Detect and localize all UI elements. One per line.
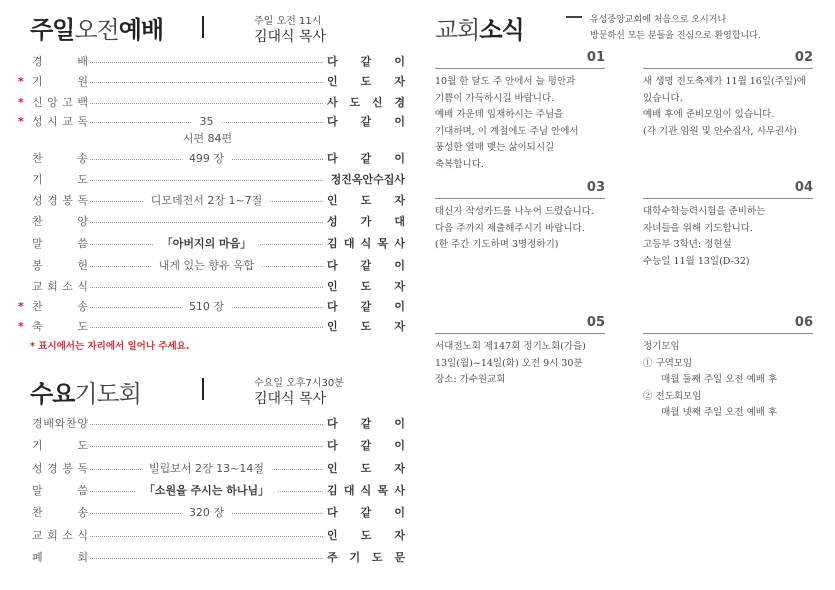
order-row [18,94,405,111]
order-detail-text: 디모데전서 2장 1~7절 [143,194,271,207]
order-row [18,318,405,335]
news-body [643,339,777,422]
order-person-char: 같 [360,152,372,165]
news-line: 서대전노회 제147회 정기노회(가을) [435,341,586,352]
order-row [30,549,405,566]
order-detail [90,504,323,521]
order-label-char: 송 [77,506,88,519]
order-label-char: 기 [32,173,43,186]
dotted-leader [90,62,323,63]
order-person-char: 자 [394,194,405,207]
order-detail [90,150,323,167]
order-label-char: 독 [77,115,88,128]
order-person-char: 이 [394,439,405,452]
order-label [32,549,88,566]
order-person-char: 사 [394,484,405,497]
order-person-char: 이 [394,152,405,165]
order-person: 정진옥안수집사 [330,173,405,186]
news-divider [643,333,813,334]
order-label [32,257,88,274]
sunday-time: 주일 오전 11시 [254,16,322,27]
order-person [327,298,405,315]
wednesday-title [30,374,141,409]
news-line: 새 생명 전도축제가 11월 16일(주일)에 [643,76,806,87]
order-label [32,53,88,70]
order-person-char: 이 [394,259,405,272]
order-person-char: 식 [360,237,372,250]
sunday-title [30,10,163,45]
news-line: 매월 둘째 주일 오전 예배 후 [643,374,778,385]
news-number: 02 [794,50,813,65]
wednesday-title-bold: 수요 [30,380,75,408]
order-row [30,53,405,70]
order-person [327,73,405,90]
news-line: ① 구역모임 [643,357,693,369]
order-detail-text: 499 장 [181,152,232,165]
order-person-char: 다 [327,417,338,430]
order-label-char: 성 [32,462,43,475]
order-person-char: 자 [394,462,405,475]
news-line: 있습니다. [643,92,683,104]
order-detail-text: 「소원을 주시는 하나님」 [136,484,277,497]
news-line: 매월 넷째 주일 오전 예배 후 [643,407,778,418]
order-detail-text: 빌립보서 2장 13~14절 [141,462,272,475]
news-line: 다음 주까지 제출해주시기 바랍니다. [435,222,585,234]
order-person-char: 성 [327,215,338,228]
order-label-char: 성 [32,115,43,128]
order-row [18,298,405,315]
order-row [30,278,405,295]
order-label-char: 도 [77,320,88,333]
order-person-char: 같 [360,506,372,519]
news-divider [435,333,605,334]
news-body [643,204,765,270]
order-label-char: 봉 [62,462,73,475]
order-row [18,73,405,90]
order-person-char: 인 [327,529,338,542]
order-label-char: 찬 [32,300,43,313]
order-row [30,171,405,188]
welcome-dash [566,16,582,18]
order-row [30,504,405,521]
order-person-char: 김 [327,237,338,250]
news-divider [435,68,605,69]
order-person [327,527,405,544]
news-divider [643,68,813,69]
news-divider [643,198,813,199]
standing-note: * 표시에서는 자리에서 일어나 주세요. [30,341,190,352]
order-person-char: 같 [360,439,372,452]
order-label-char: 소 [62,529,73,542]
news-body [643,74,806,140]
order-person-char: 신 [371,96,383,109]
dotted-leader [90,103,323,104]
order-person-char: 경 [394,96,405,109]
sunday-pastor: 김대식 목사 [254,29,327,45]
order-label [32,73,88,90]
order-person-char: 대 [343,237,355,250]
news-body [435,204,594,254]
order-person-char: 문 [394,551,405,564]
order-label-char: 식 [77,529,88,542]
news-line: (한 주간 기도하며 3명정하기) [435,239,559,250]
order-person [327,257,405,274]
order-person [327,235,405,252]
order-person-char: 다 [327,439,338,452]
order-person [327,415,405,432]
order-person [327,437,405,454]
order-label [32,527,88,544]
order-label-char: 도 [77,173,88,186]
order-person [327,318,405,335]
order-detail-text: 510 장 [181,300,232,313]
order-label-char: 말 [32,484,43,497]
order-person-char: 이 [394,55,405,68]
order-label-char: 경 [32,417,43,430]
order-label-char: 경 [32,55,43,68]
order-label-char: 폐 [32,551,43,564]
order-label-char: 시 [47,115,58,128]
order-person-char: 다 [327,115,338,128]
order-label-char: 교 [32,529,43,542]
order-person-char: 기 [349,551,361,564]
news-line: 풍성한 열매 맺는 삶이되시길 [435,142,555,153]
order-person-char: 다 [327,152,338,165]
order-label-char: 도 [77,439,88,452]
order-person-char: 같 [360,115,372,128]
news-number: 05 [586,315,605,330]
order-label-char: 봉 [32,259,43,272]
order-person-char: 도 [360,462,372,475]
order-person-char: 도 [360,280,372,293]
order-label [32,192,88,209]
order-label-char: 배 [77,55,88,68]
news-line: 수능일 11월 13일(D-32) [643,255,750,267]
order-person-char: 사 [327,96,338,109]
order-label-char: 송 [77,300,88,313]
order-person-char: 자 [394,320,405,333]
sunday-title-light: 오전 [74,16,119,44]
order-person-char: 인 [327,75,338,88]
order-person-char: 도 [360,194,372,207]
news-divider [435,198,605,199]
news-line: 고등부 3학년: 정현설 [643,239,732,250]
order-person-char: 도 [360,529,372,542]
news-line: 예배 후에 준비모임이 있습니다. [643,109,775,120]
news-line: 태신자 작성카드를 나누어 드렸습니다. [435,206,594,217]
order-row [30,482,405,499]
sunday-title-bold1: 주일 [30,16,75,44]
order-person-char: 사 [394,237,405,250]
order-label-char: 식 [77,280,88,293]
order-label-char: 양 [77,215,88,228]
news-number: 03 [586,180,605,195]
order-detail-text: 「아버지의 마음」 [154,237,260,250]
standing-marker: * [18,320,24,333]
order-label-char: 씀 [77,484,88,497]
order-detail [90,192,323,209]
order-person [327,113,405,130]
order-detail-text: 내게 있는 향유 옥합 [151,259,263,272]
dotted-leader [90,424,323,425]
wednesday-title-divider [202,378,204,400]
order-person-char: 이 [394,115,405,128]
order-person-char: 주 [327,551,338,564]
order-person-char: 이 [394,417,405,430]
order-label [32,235,88,252]
order-label-char: 소 [62,280,73,293]
wednesday-pastor: 김대식 목사 [254,391,327,407]
order-label-char: 찬 [65,417,77,430]
order-label-char: 배 [43,417,54,430]
order-person-char: 인 [327,320,338,333]
dotted-leader [90,222,323,223]
news-line: 10월 한 달도 주 안에서 늘 평안과 [435,76,576,87]
sunday-sub-text: 시편 84편 [182,132,233,145]
order-row [30,415,405,432]
dotted-leader [90,287,323,288]
order-person-char: 김 [327,484,338,497]
order-row [30,257,405,274]
order-person-char: 같 [360,55,372,68]
order-label-char: 경 [47,462,58,475]
order-label-char: 신 [32,96,43,109]
order-label-char: 송 [77,152,88,165]
order-label [32,113,88,130]
order-label-char: 원 [77,75,88,88]
order-label [32,171,88,188]
order-row [30,213,405,230]
order-person-char: 목 [377,237,389,250]
news-line: 예배 가운데 임재하시는 주님을 [435,109,564,120]
order-label-char: 찬 [32,506,43,519]
order-person-char: 다 [327,506,338,519]
order-detail [90,298,323,315]
order-label-char: 앙 [47,96,58,109]
order-label [32,482,88,499]
news-line: 자녀들을 위해 기도합니다. [643,222,754,234]
standing-marker: * [18,115,24,128]
order-person-char: 다 [327,300,338,313]
order-row [30,150,405,167]
order-person-char: 가 [360,215,372,228]
order-person [327,94,405,111]
order-row [18,113,405,130]
order-label-char: 독 [77,194,88,207]
order-person [327,504,405,521]
order-detail-text: 320 장 [181,506,232,519]
order-row [30,192,405,209]
welcome-line-2: 방문하신 모든 분들을 진심으로 환영합니다. [590,31,761,41]
order-label [32,278,88,295]
sunday-title-bold2: 예배 [118,16,164,44]
order-person-char: 같 [360,259,372,272]
order-label-char: 독 [77,462,88,475]
order-detail [90,257,323,274]
order-person-char: 인 [327,280,338,293]
order-label-char: 기 [32,75,43,88]
order-person-char: 도 [371,551,383,564]
dotted-leader [90,446,323,447]
news-line: 대학수학능력시험을 준비하는 [643,206,766,217]
news-title [435,10,524,45]
order-label-char: 교 [32,280,43,293]
order-person-char: 자 [394,529,405,542]
standing-marker: * [18,75,24,88]
news-line: 축복합니다. [435,158,484,170]
order-label-char: 성 [32,194,43,207]
order-person [327,192,405,209]
news-line: 기대하며, 이 계절에도 주님 안에서 [435,125,579,137]
order-person-char: 다 [327,55,338,68]
order-label [32,460,88,477]
dotted-leader [90,82,323,83]
order-label-char: 기 [32,439,43,452]
order-person [327,213,405,230]
dotted-leader [90,558,323,559]
order-person-char: 대 [343,484,355,497]
order-label [32,415,88,432]
order-label [32,150,88,167]
order-person-char: 자 [394,280,405,293]
order-person-char: 식 [360,484,372,497]
order-label-char: 말 [32,237,43,250]
order-person-char: 목 [377,484,389,497]
news-line: 13일(월)~14일(화) 오전 9시 30분 [435,357,583,369]
order-label-char: 회 [47,280,58,293]
order-detail [90,482,323,499]
wednesday-title-light: 기도회 [74,380,141,408]
order-label-char: 와 [54,417,66,430]
order-person-char: 자 [394,75,405,88]
order-label-char: 씀 [77,237,88,250]
order-label-char: 경 [47,194,58,207]
news-number: 01 [586,50,605,65]
order-label [32,298,88,315]
order-label-char: 봉 [62,194,73,207]
order-person [327,150,405,167]
order-person-char: 도 [360,320,372,333]
standing-marker: * [18,96,24,109]
order-label-char: 회 [77,551,88,564]
order-person-char: 도 [360,75,372,88]
news-body [435,74,579,173]
order-label-char: 고 [62,96,73,109]
dotted-leader [90,180,323,181]
order-label [32,437,88,454]
order-label [32,94,88,111]
order-person [327,460,405,477]
news-number: 06 [794,315,813,330]
dotted-leader [90,536,323,537]
order-label-char: 회 [47,529,58,542]
news-line: 장소: 가수원교회 [435,374,506,385]
order-person-char: 인 [327,462,338,475]
order-person-char: 도 [349,96,361,109]
news-title-bold: 소식 [479,16,524,44]
order-person [327,549,405,566]
order-row [30,460,405,477]
news-line: (각 기관 임원 및 안수집사, 시무권사) [643,125,798,137]
news-title-light: 교회 [435,16,480,44]
news-number: 04 [794,180,813,195]
order-label-char: 축 [32,320,43,333]
order-label-char: 찬 [32,215,43,228]
news-line: 기쁨이 가득하시길 바랍니다. [435,92,555,104]
order-label [32,318,88,335]
order-person-char: 인 [327,194,338,207]
order-label [32,213,88,230]
welcome-line-1: 유성중앙교회에 처음으로 오시거나 [590,15,727,25]
order-person-char: 다 [327,259,338,272]
order-row [30,527,405,544]
order-person [327,482,405,499]
order-person-char: 같 [360,417,372,430]
news-line: 정기모임 [643,341,680,352]
order-person-char: 이 [394,506,405,519]
order-label-char: 백 [77,96,88,109]
order-person-char: 이 [394,300,405,313]
news-line: ② 전도회모임 [643,390,702,402]
order-row [30,235,405,252]
order-label-char: 교 [62,115,73,128]
sunday-title-divider [202,16,204,38]
standing-marker: * [18,300,24,313]
wednesday-time: 수요일 오후7시30분 [254,378,344,389]
order-person [327,278,405,295]
order-person-char: 대 [394,215,405,228]
order-label-char: 찬 [32,152,43,165]
order-detail [90,460,323,477]
order-person [327,53,405,70]
dotted-leader [90,327,323,328]
order-label-char: 양 [77,417,88,430]
order-row [30,437,405,454]
order-label-char: 헌 [77,259,88,272]
order-detail-text: 35 [192,115,222,128]
order-detail [90,113,323,130]
order-label [32,504,88,521]
order-person-char: 같 [360,300,372,313]
order-detail [90,235,323,252]
news-body [435,339,586,389]
